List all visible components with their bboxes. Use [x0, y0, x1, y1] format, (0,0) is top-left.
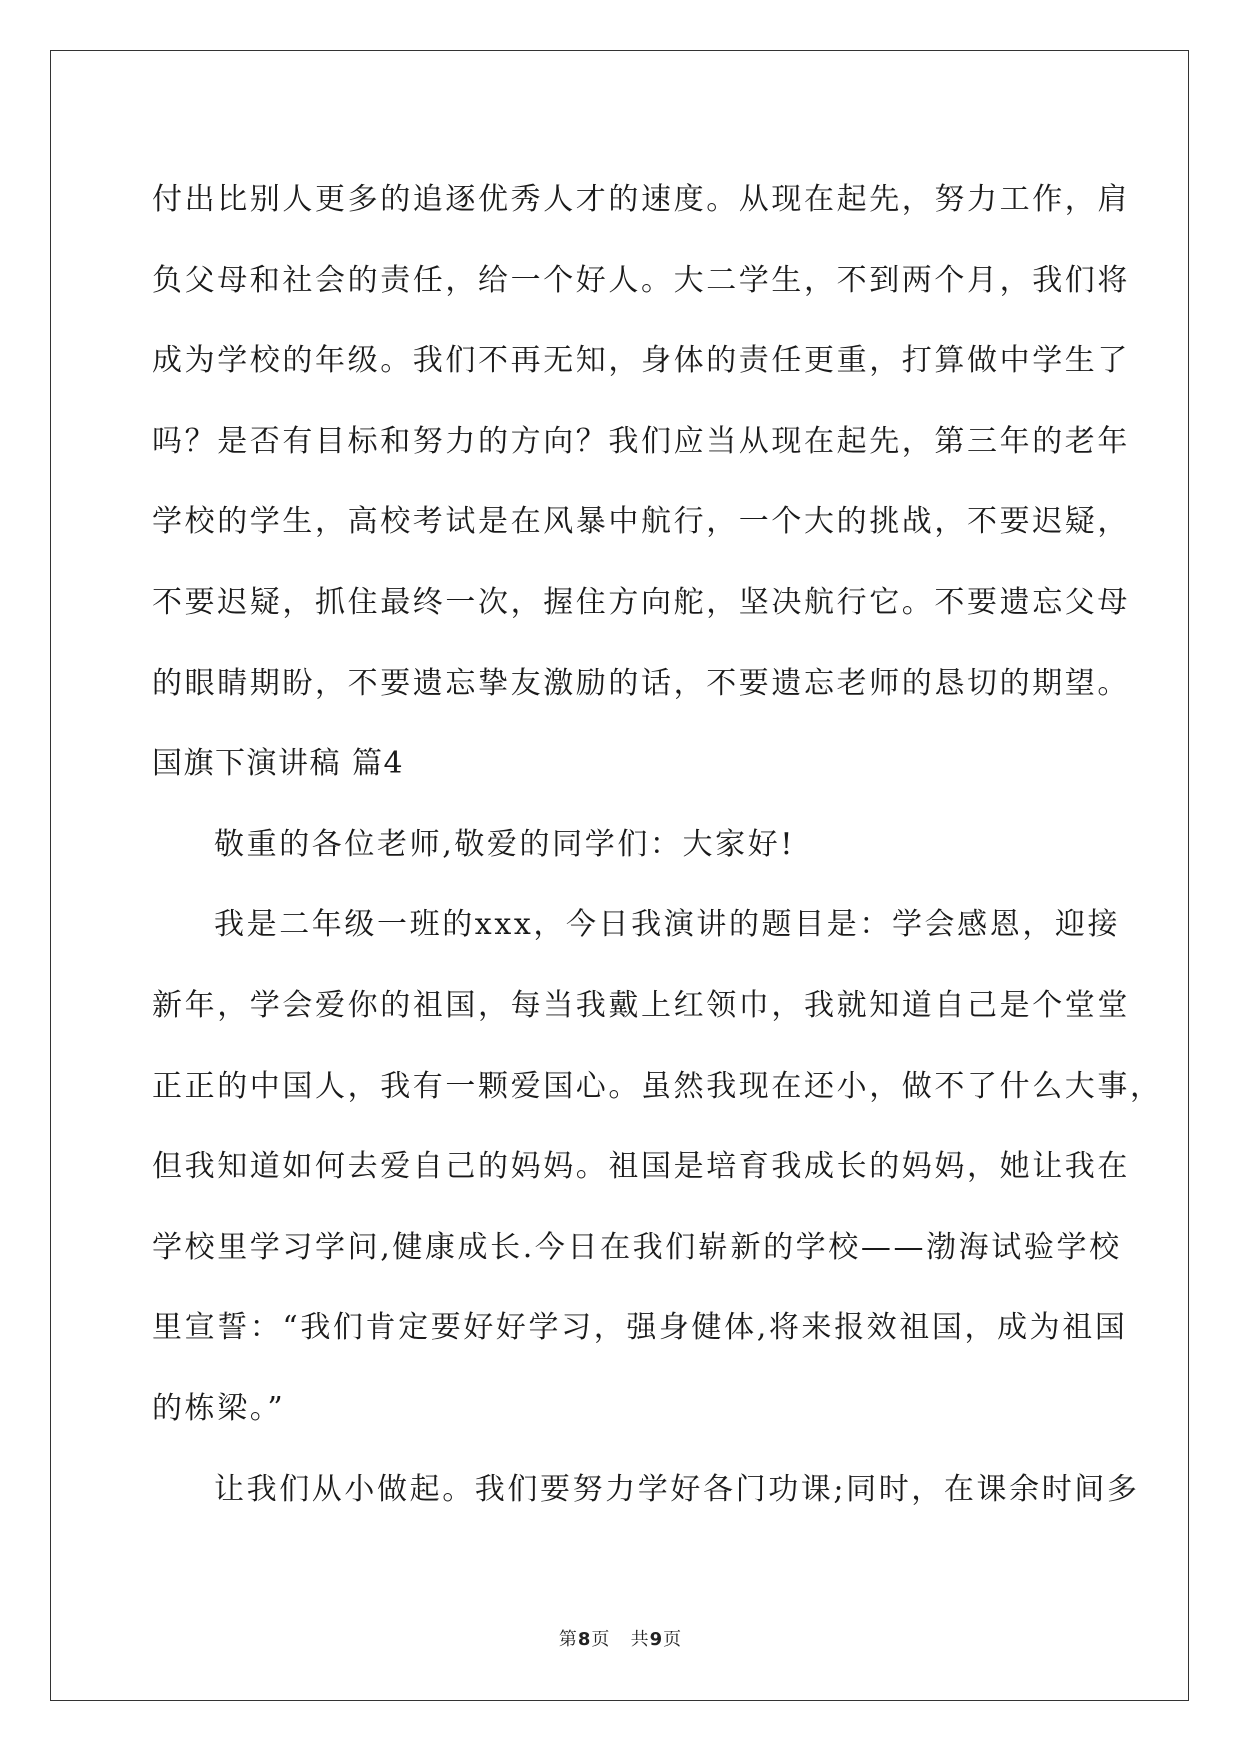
text-line: 正正的中国人，我有一颗爱国心。虽然我现在还小，做不了什么大事， [152, 1068, 1163, 1104]
paragraph-start-line: 我是二年级一班的xxx，今日我演讲的题目是：学会感恩，迎接 [214, 907, 1121, 943]
text-line: 的栋梁。” [152, 1390, 286, 1426]
text-line: 学校的学生，高校考试是在风暴中航行，一个大的挑战，不要迟疑， [152, 504, 1130, 540]
text-line: 学校里学习学问,健康成长.今日在我们崭新的学校——渤海试验学校 [152, 1229, 1122, 1265]
section-heading: 国旗下演讲稿 篇4 [152, 746, 405, 782]
salutation-line: 敬重的各位老师,敬爱的同学们：大家好! [214, 826, 795, 862]
page-prefix: 第 [558, 1629, 578, 1650]
text-line: 负父母和社会的责任，给一个好人。大二学生，不到两个月，我们将 [152, 262, 1130, 298]
page-footer [0, 1625, 1241, 1651]
current-page-number: 8 [577, 1629, 592, 1650]
total-prefix: 共 [630, 1629, 650, 1650]
text-line: 新年，学会爱你的祖国，每当我戴上红领巾，我就知道自己是个堂堂 [152, 987, 1130, 1023]
text-line: 里宣誓：“我们肯定要好好学习，强身健体,将来报效祖国，成为祖国 [152, 1310, 1128, 1346]
text-line: 成为学校的年级。我们不再无知，身体的责任更重，打算做中学生了 [152, 343, 1130, 379]
total-pages-number: 9 [649, 1629, 664, 1650]
text-line: 不要迟疑，抓住最终一次，握住方向舵，坚决航行它。不要遗忘父母 [152, 584, 1130, 620]
page-suffix: 页 [591, 1629, 611, 1650]
document-body [152, 160, 1163, 1530]
text-line: 吗？是否有目标和努力的方向？我们应当从现在起先，第三年的老年 [152, 423, 1130, 459]
text-line: 但我知道如何去爱自己的妈妈。祖国是培育我成长的妈妈，她让我在 [152, 1149, 1130, 1185]
total-suffix: 页 [663, 1629, 683, 1650]
text-line: 付出比别人更多的追逐优秀人才的速度。从现在起先，努力工作，肩 [152, 182, 1130, 217]
text-line: 的眼睛期盼，不要遗忘挚友激励的话，不要遗忘老师的恳切的期望。 [152, 665, 1130, 701]
paragraph-start-line: 让我们从小做起。我们要努力学好各门功课;同时，在课余时间多 [214, 1471, 1140, 1507]
